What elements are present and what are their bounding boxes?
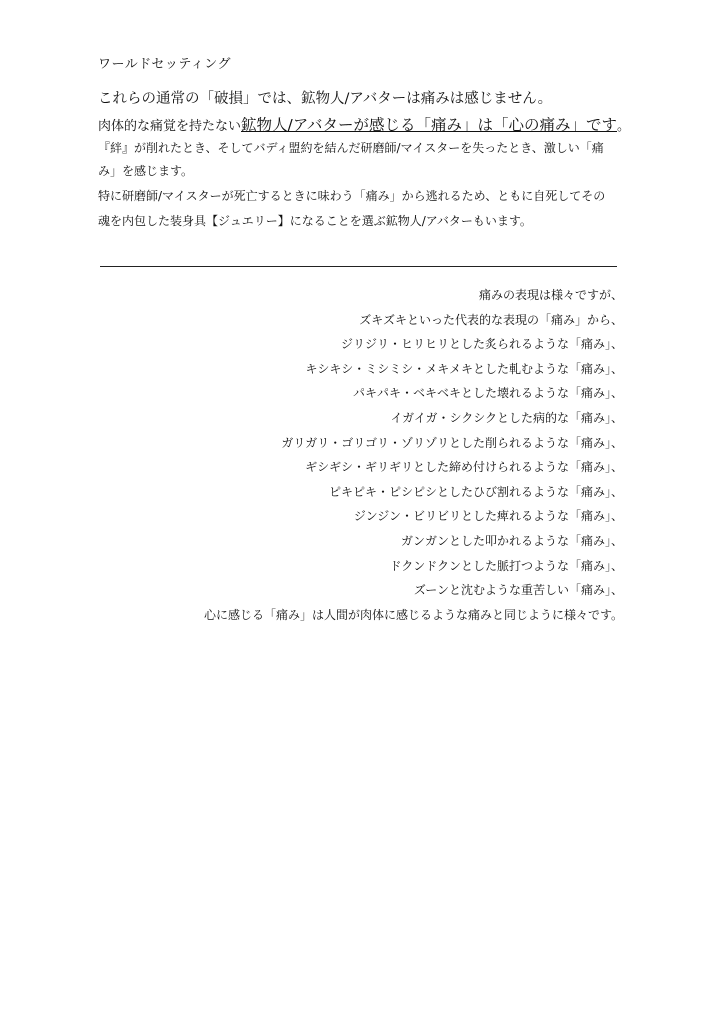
poem-line: 痛みの表現は様々ですが、 (478, 288, 623, 302)
intro-line-2-emphasis: 鉱物人/アバターが感じる「痛み」は「心の痛み」です (241, 116, 617, 134)
intro-line-2-prefix: 肉体的な痛覚を持たない (98, 119, 242, 134)
poem-line: ジンジン・ビリビリとした痺れるような「痛み」、 (353, 509, 623, 524)
poem-line: ギシギシ・ギリギリとした締め付けられるような「痛み」、 (305, 460, 623, 475)
poem-line: キシキシ・ミシミシ・メキメキとした軋むような「痛み」、 (305, 361, 623, 376)
poem-line: ガリガリ・ゴリゴリ・ゾリゾリとした削られるような「痛み」、 (281, 435, 623, 450)
poem-line: 心に感じる「痛み」は人間が肉体に感じるような痛みと同じように様々です。 (203, 607, 623, 622)
poem-line: ズーンと沈むような重苦しい「痛み」、 (413, 583, 623, 598)
poem-line: ジリジリ・ヒリヒリとした炙られるような「痛み」、 (340, 337, 623, 352)
intro-line-5: 特に研磨師/マイスターが死亡するときに味わう「痛み」から逃れるため、ともに自死してその (98, 189, 606, 203)
horizontal-divider (100, 266, 617, 267)
intro-line-1: これらの通常の「破損」では、鉱物人/アバターは痛みは感じません。 (98, 91, 553, 107)
intro-line-2 (98, 113, 630, 135)
poem-line: パキパキ・ベキベキとした壊れるような「痛み」、 (352, 386, 623, 401)
intro-line-2-suffix: 。 (617, 119, 631, 134)
intro-line-3: 『絆』が削れたとき、そしてバディ盟約を結んだ研磨師/マイスターを失ったとき、激しい「痛 (98, 141, 604, 155)
poem-line: ガンガンとした叩かれるような「痛み」、 (400, 533, 623, 548)
section-heading: ワールドセッティング (98, 57, 232, 72)
poem-line: ズキズキといった代表的な表現の「痛み」から、 (359, 312, 623, 327)
intro-line-6: 魂を内包した装身具【ジュエリー】になることを選ぶ鉱物人/アバターもいます。 (98, 214, 532, 228)
intro-line-4: み」を感じます。 (98, 164, 194, 178)
pain-expressions-list (204, 283, 623, 627)
poem-line: ピキピキ・ピシピシとしたひび割れるような「痛み」、 (328, 484, 623, 499)
poem-line: イガイガ・シクシクとした病的な「痛み」、 (390, 410, 623, 425)
poem-line: ドクンドクンとした脈打つような「痛み」、 (389, 558, 623, 573)
